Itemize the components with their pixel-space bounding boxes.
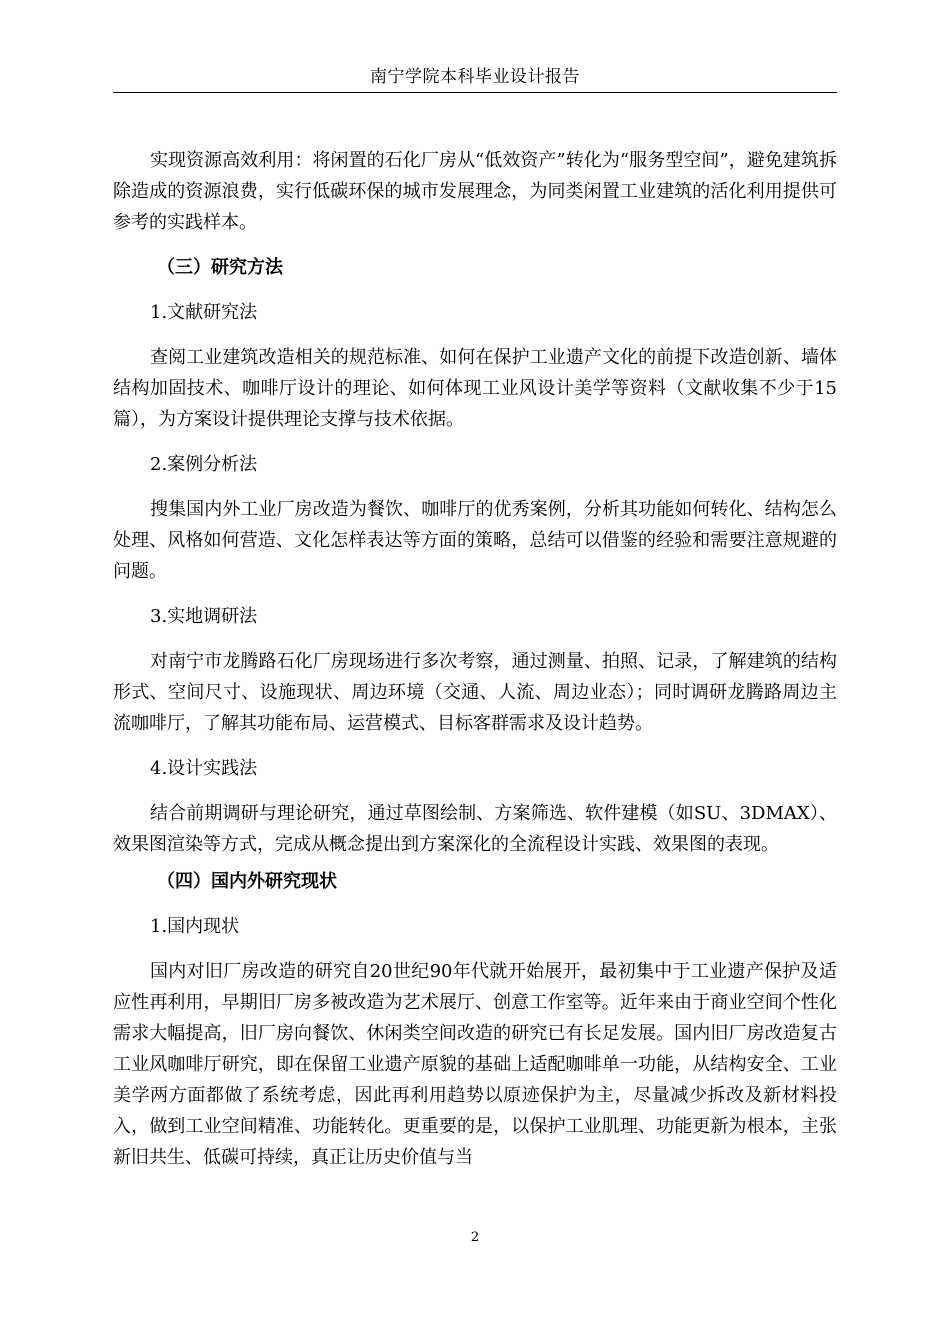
section-research-methods-heading: （三）研究方法 xyxy=(157,257,283,278)
page-content xyxy=(113,145,837,1173)
method-field-research-text: 对南宁市龙腾路石化厂房现场进行多次考察，通过测量、拍照、记录，了解建筑的结构形式、空间尺寸、设施现状、周边环境（交通、人流、周边业态）；同时调研龙腾路周边主流咖啡厅，了解其功能布局、运营模式、目标客群需求及设计趋势。 xyxy=(113,651,837,734)
method-design-practice-text: 结合前期调研与理论研究，通过草图绘制、方案筛选、软件建模（如SU、3DMAX）、效果图渲染等方式，完成从概念提出到方案深化的全流程设计实践、效果图的表现。 xyxy=(113,803,837,855)
method-field-research-title: 3.实地调研法 xyxy=(150,606,258,627)
section-research-status-heading: （四）国内外研究现状 xyxy=(157,871,337,892)
domestic-status-text: 国内对旧厂房改造的研究自20世纪90年代就开始展开，最初集中于工业遗产保护及适应性再利用，早期旧厂房多被改造为艺术展厅、创意工作室等。近年来由于商业空间个性化需求大幅提高，旧厂房向餐饮、休闲类空间改造的研究已有长足发展。国内旧厂房改造复古工业风咖啡厅研究，即在保留工业遗产原貌的基础上适配咖啡单一功能，从结构安全、工业美学两方面都做了系统考虑，因此再利用趋势以原迹保护为主，尽量减少拆改及新材料投入，做到工业空间精准、功能转化。更重要的是，以保护工业肌理、功能更新为根本，主张新旧共生、低碳可持续，真正让历史价值与当 xyxy=(113,961,837,1168)
page-header: 南宁学院本科毕业设计报告 xyxy=(370,67,580,87)
method-design-practice-title: 4.设计实践法 xyxy=(150,758,258,779)
page-number: 2 xyxy=(470,1230,480,1245)
domestic-status-title: 1.国内现状 xyxy=(150,916,240,937)
method-case-analysis-text: 搜集国内外工业厂房改造为餐饮、咖啡厅的优秀案例，分析其功能如何转化、结构怎么处理、风格如何营造、文化怎样表达等方面的策略，总结可以借鉴的经验和需要注意规避的问题。 xyxy=(113,499,837,582)
method-literature-text: 查阅工业建筑改造相关的规范标准、如何在保护工业遗产文化的前提下改造创新、墙体结构加固技术、咖啡厅设计的理论、如何体现工业风设计美学等资料（文献收集不少于15篇），为方案设计提供理论支撑与技术依据。 xyxy=(113,347,837,430)
paragraph-resource-use: 实现资源高效利用：将闲置的石化厂房从“低效资产”转化为“服务型空间”，避免建筑拆除造成的资源浪费，实行低碳环保的城市发展理念，为同类闲置工业建筑的活化利用提供可参考的实践样本。 xyxy=(113,150,837,233)
method-case-analysis-title: 2.案例分析法 xyxy=(150,454,258,475)
method-literature-title: 1.文献研究法 xyxy=(150,302,258,323)
header-divider xyxy=(113,92,837,93)
